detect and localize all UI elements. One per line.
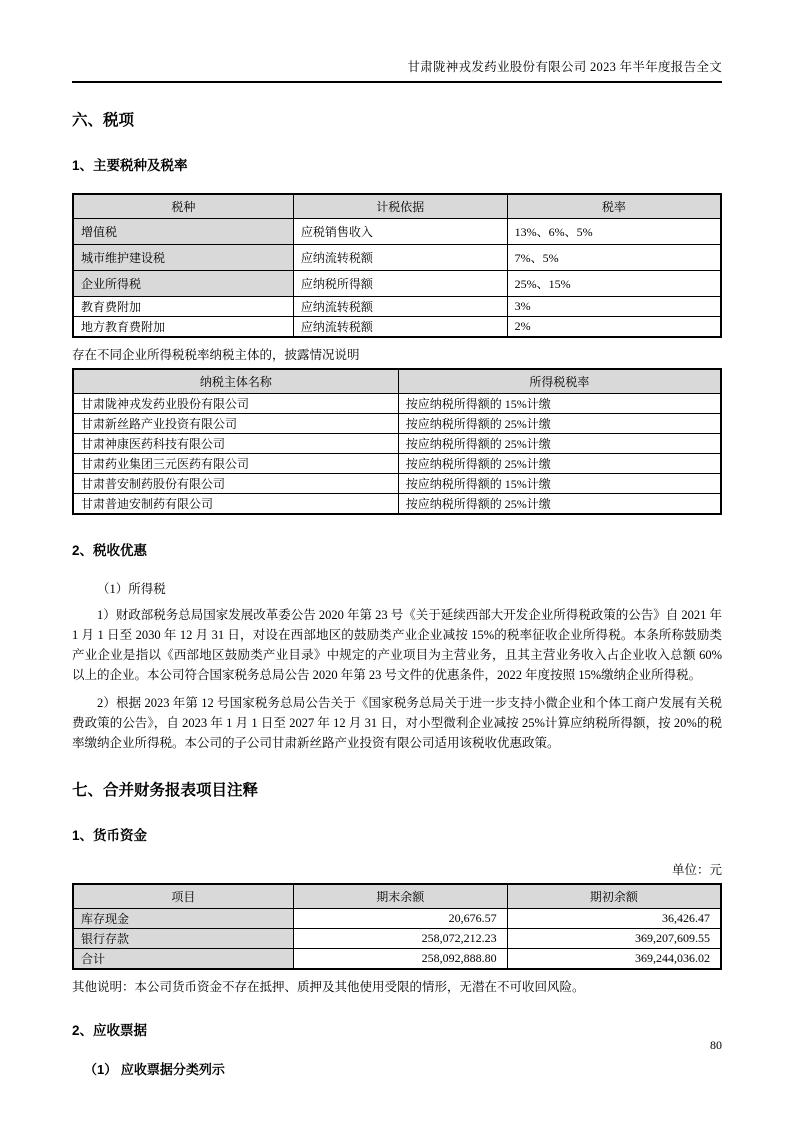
table-row: [73, 271, 721, 297]
table-row: [73, 394, 721, 414]
table-row: [73, 297, 721, 317]
table-cell: 库存现金: [73, 909, 293, 929]
taxpayer-table: [72, 368, 722, 515]
table-cell: 应纳流转税额: [293, 297, 507, 317]
column-header: 项目: [73, 884, 293, 909]
table-cell: 甘肃新丝路产业投资有限公司: [73, 414, 398, 434]
table-row: [73, 949, 721, 970]
table-row: [73, 494, 721, 515]
table-cell: 甘肃药业集团三元医药有限公司: [73, 454, 398, 474]
subsection-notes-receivable-title: 2、应收票据: [72, 1023, 148, 1038]
notes-receivable-classification-heading: （1） 应收票据分类列示: [84, 1062, 225, 1077]
table-cell: 甘肃普迪安制药有限公司: [73, 494, 398, 515]
tax-disclosure-note: 存在不同企业所得税税率纳税主体的，披露情况说明: [72, 348, 360, 362]
table-cell: 应税销售收入: [293, 219, 507, 245]
table-cell: 应纳流转税额: [293, 317, 507, 338]
table-cell: 369,244,036.02: [507, 949, 721, 970]
table-row: [73, 219, 721, 245]
monetary-funds-other-note: 其他说明：本公司货币资金不存在抵押、质押及其他使用受限的情形，无潜在不可收回风险。: [72, 980, 585, 994]
column-header: 税率: [507, 194, 721, 219]
table-row: [73, 454, 721, 474]
table-cell: 按应纳税所得额的 15%计缴: [398, 394, 721, 414]
table-cell: 7%、5%: [507, 245, 721, 271]
table-cell: 甘肃神康医药科技有限公司: [73, 434, 398, 454]
table-cell: 企业所得税: [73, 271, 293, 297]
taxpayer-table-body: [73, 394, 721, 515]
tax-incentive-paragraph-2: 2）根据 2023 年第 12 号国家税务总局公告关于《国家税务总局关于进一步支持小微企业和个体工商户发展有关税费政策的公告》，自 2023 年 1 月 1 日至 2027 年 12 月 31 日，对小型微利企业减按 25%计算应纳税所得额，按 20%的税率缴纳企业所得税。本公司的子公司甘肃新丝路产业投资有限公司适用该税收优惠政策。: [72, 696, 722, 750]
table-cell: 369,207,609.55: [507, 929, 721, 949]
subsection-monetary-funds-title: 1、货币资金: [72, 828, 148, 843]
table-row: [73, 245, 721, 271]
subsection-main-taxes-title: 1、主要税种及税率: [72, 158, 188, 173]
table-cell: 20,676.57: [293, 909, 507, 929]
tax-rate-table: [72, 193, 722, 338]
header-row: [73, 369, 721, 394]
column-header: 所得税税率: [398, 369, 721, 394]
monetary-funds-table-body: [73, 909, 721, 970]
table-cell: 3%: [507, 297, 721, 317]
column-header: 税种: [73, 194, 293, 219]
column-header: 期初余额: [507, 884, 721, 909]
table-row: [73, 414, 721, 434]
table-cell: 地方教育费附加: [73, 317, 293, 338]
monetary-funds-table: [72, 883, 722, 970]
table-cell: 城市维护建设税: [73, 245, 293, 271]
tax-rate-table-body: [73, 219, 721, 338]
subsection-tax-incentives-title: 2、税收优惠: [72, 543, 148, 558]
header-row: [73, 884, 721, 909]
report-header-title: 甘肃陇神戎发药业股份有限公司 2023 年半年度报告全文: [407, 60, 722, 74]
section-notes-title: 七、合并财务报表项目注释: [72, 782, 259, 799]
table-cell: 银行存款: [73, 929, 293, 949]
unit-label: 单位：元: [671, 863, 722, 877]
table-cell: 按应纳税所得额的 25%计缴: [398, 414, 721, 434]
table-cell: 36,426.47: [507, 909, 721, 929]
table-cell: 13%、6%、5%: [507, 219, 721, 245]
table-row: [73, 909, 721, 929]
table-cell: 258,072,212.23: [293, 929, 507, 949]
table-cell: 25%、15%: [507, 271, 721, 297]
table-cell: 合计: [73, 949, 293, 970]
column-header: 期末余额: [293, 884, 507, 909]
table-row: [73, 929, 721, 949]
table-row: [73, 434, 721, 454]
section-tax-title: 六、税项: [72, 112, 135, 129]
monetary-funds-table-head: [73, 884, 721, 909]
table-cell: 增值税: [73, 219, 293, 245]
table-cell: 应纳流转税额: [293, 245, 507, 271]
table-cell: 2%: [507, 317, 721, 338]
table-cell: 按应纳税所得额的 25%计缴: [398, 434, 721, 454]
header-row: [73, 194, 721, 219]
income-tax-heading: （1）所得税: [97, 582, 166, 596]
table-cell: 教育费附加: [73, 297, 293, 317]
page-number: 80: [710, 1038, 722, 1052]
table-cell: 按应纳税所得额的 25%计缴: [398, 454, 721, 474]
table-cell: 应纳税所得额: [293, 271, 507, 297]
column-header: 计税依据: [293, 194, 507, 219]
table-cell: 甘肃普安制药股份有限公司: [73, 474, 398, 494]
table-cell: 按应纳税所得额的 25%计缴: [398, 494, 721, 515]
tax-incentive-paragraph-1: 1）财政部税务总局国家发展改革委公告 2020 年第 23 号《关于延续西部大开发企业所得税政策的公告》自 2021 年 1 月 1 日至 2030 年 12 月 31 日，对设在西部地区的鼓励类产业企业减按 15%的税率征收企业所得税。本条所称鼓励类产业企业是指以《西部地区鼓励类产业目录》中规定的产业项目为主营业务，且其主营业务收入占企业收入总额 60%以上的企业。本公司符合国家税务总局公告 2020 年第 23 号文件的优惠条件，2022 年度按照 15%缴纳企业所得税。: [72, 608, 723, 682]
table-cell: 甘肃陇神戎发药业股份有限公司: [73, 394, 398, 414]
table-cell: 258,092,888.80: [293, 949, 507, 970]
table-row: [73, 317, 721, 338]
table-row: [73, 474, 721, 494]
page-content: [72, 0, 722, 1078]
table-cell: 按应纳税所得额的 15%计缴: [398, 474, 721, 494]
taxpayer-table-head: [73, 369, 721, 394]
column-header: 纳税主体名称: [73, 369, 398, 394]
tax-rate-table-head: [73, 194, 721, 219]
report-header: [72, 0, 722, 83]
